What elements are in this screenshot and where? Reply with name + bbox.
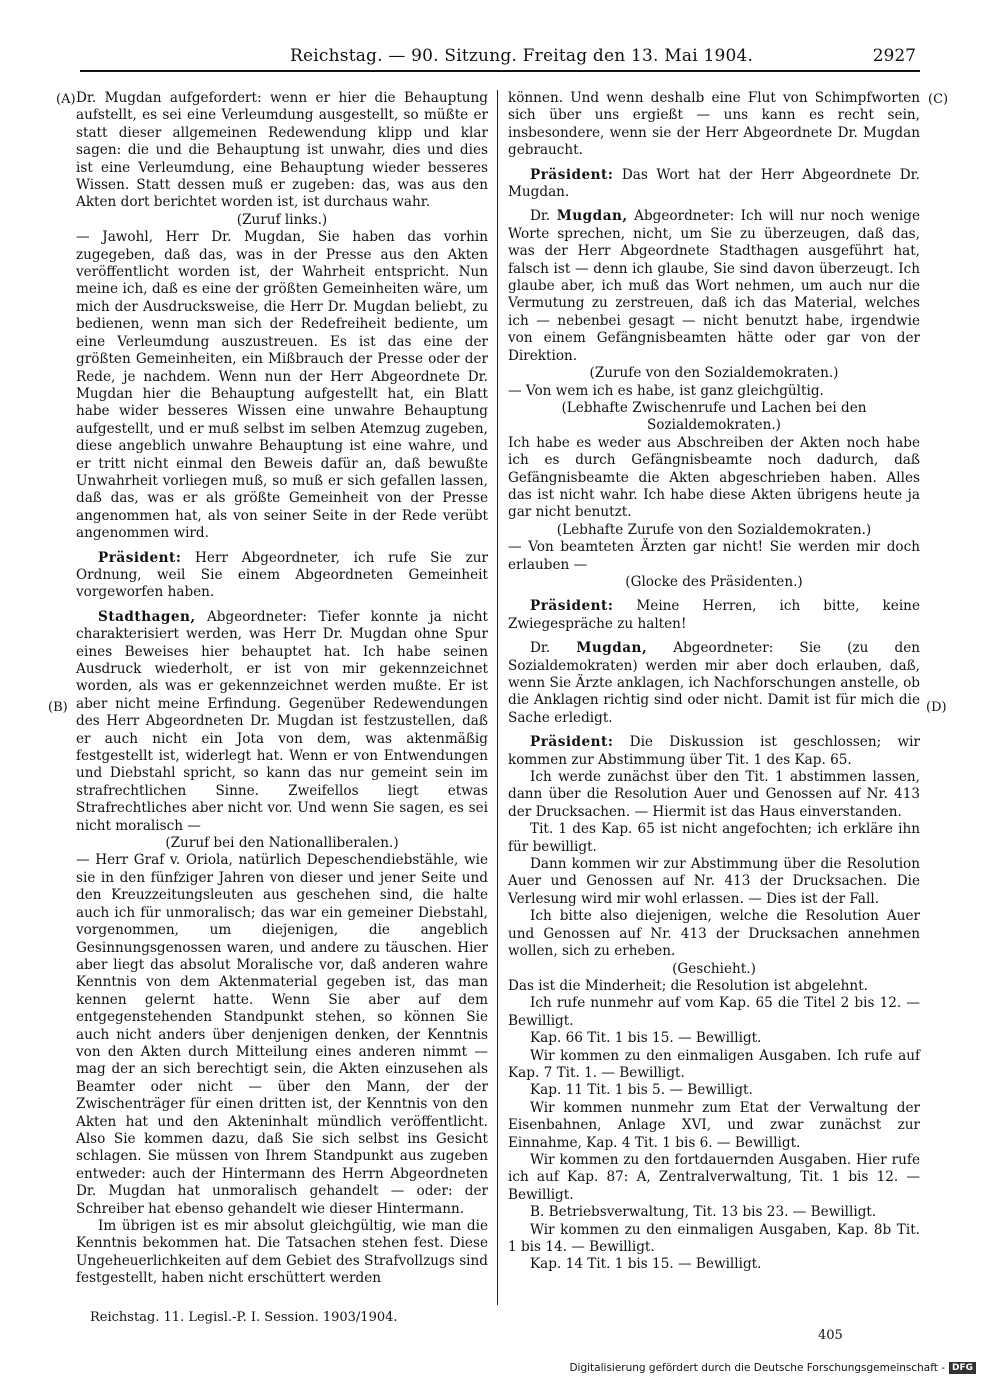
paragraph	[508, 167, 920, 202]
paragraph	[508, 734, 920, 769]
paragraph	[76, 90, 488, 212]
footer-session-line: Reichstag. 11. Legisl.-P. I. Session. 1903/1904.	[90, 1310, 398, 1325]
paragraph-text: Abgeordneter: Tiefer konnte ja nicht charakterisiert werden, was Herr Dr. Mugdan ohne Spur eines Beweises hier behauptet hat. Ich habe seinen Ausdruck wiederholt, er ist von mir gekennzeichnet worden, als was er gekennzeichnet werden mußte. Er ist aber nicht meine Erfindung. Gegenüber Redewendungen des Herr Abgeordneten Dr. Mugdan ist festzustellen, daß er auch nicht ein Jota von dem, was aktenmäßig festgestellt ist, widerlegt hat. Wenn er von Entwendungen und Diebstahl spricht, so kann das nur gemeint sein im strafrechtlichen Sinne. Zweifellos liegt etwas Strafrechtliches aber nicht vor. Und wenn Sie sagen, es sei nicht moralisch —	[76, 608, 488, 834]
paragraph	[508, 1030, 920, 1047]
paragraph	[508, 90, 920, 160]
paragraph-text: können. Und wenn deshalb eine Flut von Schimpfworten sich über uns ergießt — uns kann es recht sein, insbesondere, wenn sie der Herr Abgeordnete Dr. Mugdan gebraucht.	[508, 90, 920, 159]
paragraph-text: — Von wem ich es habe, ist ganz gleichgültig.	[508, 382, 824, 399]
paragraph	[508, 598, 920, 633]
paragraph	[76, 835, 488, 852]
paragraph-text: Ich werde zunächst über den Tit. 1 abstimmen lassen, dann über die Resolution Auer und Genossen auf Nr. 413 der Drucksachen. — Hiermit ist das Haus einverstanden.	[508, 769, 920, 820]
speaker-name: Mugdan,	[556, 208, 628, 225]
paragraph-text: Ich rufe nunmehr auf vom Kap. 65 die Titel 2 bis 12. — Bewilligt.	[508, 995, 920, 1029]
paragraph	[508, 1256, 920, 1273]
header-title: Reichstag. — 90. Sitzung. Freitag den 13. Mai 1904.	[290, 46, 754, 66]
paragraph	[508, 821, 920, 856]
paragraph-text: Ich bitte also diejenigen, welche die Resolution Auer und Genossen auf Nr. 413 der Drucksachen annehmen wollen, sich zu erheben.	[508, 908, 920, 960]
speaker-title: Dr.	[530, 640, 577, 657]
paragraph-text: Meine Herren, ich bitte, keine Zwiegespräche zu halten!	[508, 598, 920, 632]
paragraph	[76, 852, 488, 1218]
digitization-text: Digitalisierung gefördert durch die Deutsche Forschungsgemeinschaft -	[569, 1362, 945, 1374]
paragraph-text: Wir kommen nunmehr zum Etat der Verwaltung der Eisenbahnen, Anlage XVI, und zwar zunächst zur Einnahme, Kap. 4 Tit. 1 bis 6. — Bewilligt.	[508, 1099, 920, 1151]
paragraph-text: Das Wort hat der Herr Abgeordnete Dr. Mugdan.	[508, 166, 920, 201]
paragraph-text: (Zuruf bei den Nationalliberalen.)	[165, 835, 399, 852]
paragraph-text: (Zurufe von den Sozialdemokraten.)	[589, 365, 839, 382]
paragraph	[508, 574, 920, 591]
margin-mark-c: (C)	[928, 92, 949, 107]
right-column	[508, 90, 920, 1274]
paragraph	[508, 435, 920, 522]
paragraph-text: Wir kommen zu den einmaligen Ausgaben, Kap. 8b Tit. 1 bis 14. — Bewilligt.	[508, 1221, 920, 1255]
paragraph	[508, 1048, 920, 1083]
paragraph-text: Herr Abgeordneter, ich rufe Sie zur Ordnung, weil Sie einem Abgeordneten Gemeinheit vorgeworfen haben.	[76, 549, 488, 601]
paragraph-text: (Lebhafte Zwischenrufe und Lachen bei den Sozialdemokraten.)	[561, 399, 867, 434]
paragraph	[508, 1152, 920, 1204]
paragraph	[508, 1204, 920, 1221]
paragraph-text: Kap. 11 Tit. 1 bis 5. — Bewilligt.	[530, 1082, 753, 1099]
paragraph	[508, 1100, 920, 1152]
paragraph-text: Tit. 1 des Kap. 65 ist nicht angefochten; ich erkläre ihn für bewilligt.	[508, 821, 920, 855]
speaker-name: Präsident:	[530, 166, 614, 183]
margin-mark-a: (A)	[56, 92, 76, 107]
paragraph	[508, 1222, 920, 1257]
paragraph-text: Wir kommen zu den einmaligen Ausgaben. Ich rufe auf Kap. 7 Tit. 1. — Bewilligt.	[508, 1047, 920, 1081]
paragraph	[76, 229, 488, 542]
paragraph-text: — Jawohl, Herr Dr. Mugdan, Sie haben das vorhin zugegeben, daß das, was in der Presse aus den Akten veröffentlicht worden ist, der Wahrheit entspricht. Nun meine ich, daß es eine der größten Gemeinheiten wäre, um mich der Ausdrucksweise, die Herr Dr. Mugdan beliebt, zu bedienen, wenn man sich der Redefreiheit bediente, um eine Verleumdung auszustreuen. Es ist das eine der größten Gemeinheiten, ein Mißbrauch der Presse oder der Rede, je nachdem. Wenn nun der Herr Abgeordnete Dr. Mugdan hier die Behauptung aufgestellt hat, ein Blatt habe wider besseres Wissen eine unwahre Behauptung aufgestellt, und er muß selbst im selben Atemzug zugeben, diese angeblich unwahre Behauptung ist eine wahre, und er tritt nicht einmal den Beweis dafür an, daß bewußte Unwahrheit vorliegen muß, so muß er sich gefallen lassen, daß das, was er als größte Gemeinheit von der Presse angenommen hat, als von seiner Seite in der Rede verübt angenommen wird.	[76, 229, 488, 542]
paragraph	[76, 550, 488, 602]
paragraph-text: Dr. Mugdan aufgefordert: wenn er hier die Behauptung aufstellt, es sei eine Verleumdung ausgestellt, so müßte er statt dieser allgemeinen Redewendung klipp und klar sagen: die und die Behauptung ist unwahr, dies und dies ist eine Verleumdung, eine Behauptung wieder besseres Wissen. Statt dessen muß er zugeben: das, was aus den Akten dort berichtet worden ist, ist durchaus wahr.	[76, 90, 488, 211]
left-column	[76, 90, 488, 1288]
paragraph	[508, 1082, 920, 1099]
paragraph-text: Abgeordneter: Ich will nur noch wenige Worte sprechen, nicht, um Sie zu überzeugen, daß das, was der Herr Abgeordnete Stadthagen ausgeführt hat, falsch ist — denn ich glaube, Sie sind davon überzeugt. Ich glaube aber, ich muß das Wort nehmen, um auch nur die Vermutung zu zerstreuen, daß ich das Material, welches ich — nebenbei gesagt — nicht benutzt habe, irgendwie von einem Gefängnisbeamten hätte oder gar von der Direktion.	[508, 208, 920, 364]
paragraph-text: Dann kommen wir zur Abstimmung über die Resolution Auer und Genossen auf Nr. 413 der Drucksachen. Die Verlesung wird mir wohl erlassen. — Dies ist der Fall.	[508, 856, 920, 907]
digitization-note	[569, 1362, 976, 1374]
paragraph-text: — Herr Graf v. Oriola, natürlich Depeschendiebstähle, wie sie in den fünfziger Jahren von dieser und jener Seite und den Kreuzzeitungsleuten aus geschehen sind, die halte auch ich für unmoralisch; das war ein gemeiner Diebstahl, vorgenommen, um diejenigen, die angeblich Gesinnungsgenossen waren, und andere zu täuschen. Hier aber liegt das absolut Moralische vor, daß anderen wahre Kenntnis von dem Aktenmaterial gegeben ist, das man kennen gelernt hatte. Wenn Sie aber auf dem entgegenstehenden Standpunkt stehen, so können Sie auch nicht anders über denjenigen denken, der Kenntnis von den Akten durch Mitteilung eines anderen nimmt — mag der an sich berechtigt sein, die Akten einzusehen als Beamter oder nicht — über den Mann, der der Zwischenträger für einen dritten ist, der Kenntnis von den Akten hat und den Akteninhalt mündlich veröffentlicht. Also Sie kommen dazu, daß Sie sich selbst ins Gesicht schlagen. Sie müssen von Ihrem Standpunkt aus zugeben entweder: auch der Hintermann des Herrn Abgeordneten Dr. Mugdan hat unmoralisch gehandelt — oder: der Schreiber hat ebenso gehandelt wie dieser Hintermann.	[76, 852, 488, 1217]
paragraph-text: (Geschieht.)	[672, 960, 756, 977]
speaker-name: Präsident:	[530, 598, 614, 615]
paragraph	[508, 383, 920, 400]
column-divider	[497, 90, 498, 1305]
paragraph	[508, 961, 920, 978]
margin-mark-d: (D)	[926, 700, 947, 715]
paragraph-text: (Glocke des Präsidenten.)	[625, 573, 803, 590]
speaker-name: Stadthagen,	[98, 608, 196, 625]
paragraph	[508, 978, 920, 995]
paragraph	[508, 908, 920, 960]
paragraph-text: Wir kommen zu den fortdauernden Ausgaben. Hier rufe ich auf Kap. 87: A, Zentralverwaltung, Tit. 1 bis 12. — Bewilligt.	[508, 1151, 920, 1203]
paragraph-text: Kap. 66 Tit. 1 bis 15. — Bewilligt.	[530, 1030, 762, 1047]
paragraph-text: (Lebhafte Zurufe von den Sozialdemokraten.)	[556, 521, 872, 538]
paragraph	[76, 212, 488, 229]
paragraph-text: Abgeordneter: Sie (zu den Sozialdemokraten) werden mir aber doch erlauben, daß, wenn Sie Ärzte anklagen, ich Nachforschungen anstelle, ob die Anklagen richtig sind oder nicht. Damit ist für mich die Sache erledigt.	[508, 640, 920, 726]
paragraph-text: Die Diskussion ist geschlossen; wir kommen zur Abstimmung über Tit. 1 des Kap. 65.	[508, 734, 920, 768]
paragraph	[508, 522, 920, 539]
paragraph	[76, 609, 488, 835]
paragraph-text: Kap. 14 Tit. 1 bis 15. — Bewilligt.	[530, 1256, 762, 1273]
paragraph-text: Das ist die Minderheit; die Resolution ist abgelehnt.	[508, 977, 868, 994]
paragraph	[508, 400, 920, 435]
paragraph	[508, 769, 920, 821]
footer-sheet-number: 405	[818, 1328, 843, 1343]
paragraph	[508, 856, 920, 908]
paragraph-text: B. Betriebsverwaltung, Tit. 13 bis 23. — Bewilligt.	[530, 1204, 877, 1221]
speaker-name: Präsident:	[98, 549, 182, 566]
speaker-name: Präsident:	[530, 734, 614, 751]
paragraph	[76, 1218, 488, 1288]
paragraph	[508, 995, 920, 1030]
speaker-title: Dr.	[530, 208, 557, 225]
page-header	[80, 44, 920, 72]
paragraph-text: (Zuruf links.)	[236, 211, 328, 228]
paragraph-text: — Von beamteten Ärzten gar nicht! Sie werden mir doch erlauben —	[508, 539, 920, 573]
margin-mark-b: (B)	[48, 700, 68, 715]
paragraph	[508, 640, 920, 727]
dfg-logo: DFG	[949, 1362, 976, 1374]
paragraph-text: Im übrigen ist es mir absolut gleichgültig, wie man die Kenntnis bekommen hat. Die Tatsachen stehen fest. Diese Ungeheuerlichkeiten auf dem Gebiet des Strafvollzugs sind festgestellt, haben nicht erschüttert werden	[76, 1218, 488, 1287]
speaker-name: Mugdan,	[576, 640, 648, 657]
paragraph	[508, 365, 920, 382]
page-number: 2927	[872, 46, 916, 66]
paragraph	[508, 539, 920, 574]
paragraph	[508, 208, 920, 365]
paragraph-text: Ich habe es weder aus Abschreiben der Akten noch habe ich es durch Gefängnisbeamte noch dadurch, daß Gefängnisbeamte die Akten abgeschrieben haben. Alles das ist nicht wahr. Ich habe diese Akten übrigens heute ja gar nicht benutzt.	[508, 434, 920, 521]
